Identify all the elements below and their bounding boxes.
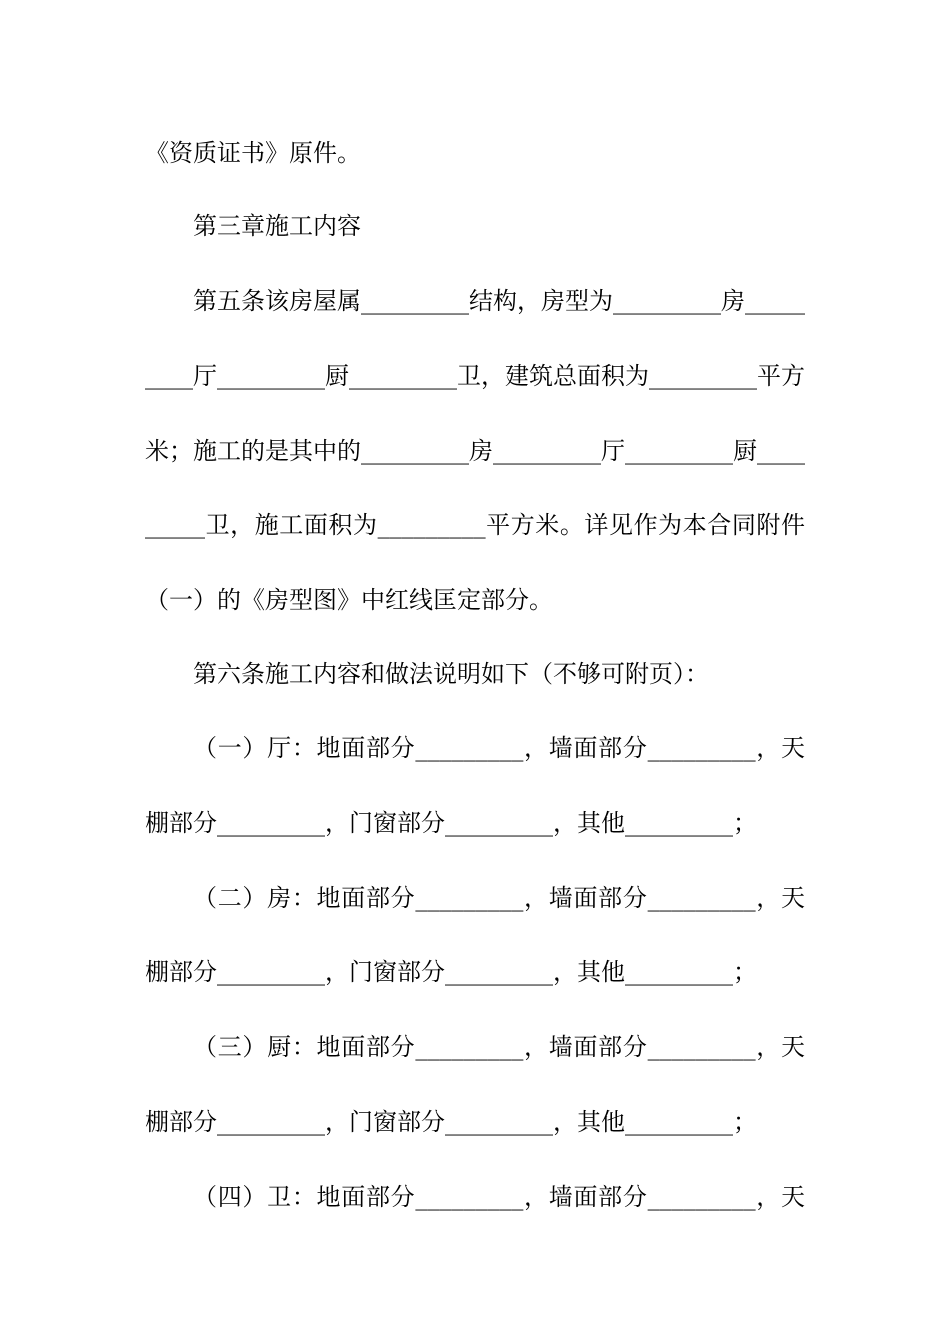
chapter-heading: 第三章施工内容 — [193, 212, 361, 240]
article-5-line-3: 米；施工的是其中的_________房_________厅_________厨____ — [145, 437, 805, 465]
item-room-line-1: （二）房：地面部分_________，墙面部分_________，天 — [193, 884, 805, 912]
article-5-line-1: 第五条该房屋属_________结构，房型为_________房_____ — [193, 287, 805, 315]
article-5-line-4: _____卫，施工面积为_________平方米。详见作为本合同附件 — [145, 511, 805, 539]
item-bathroom-line-1: （四）卫：地面部分_________，墙面部分_________，天 — [193, 1183, 805, 1211]
item-kitchen-line-1: （三）厨：地面部分_________，墙面部分_________，天 — [193, 1033, 805, 1061]
item-hall-line-1: （一）厅：地面部分_________，墙面部分_________，天 — [193, 734, 805, 762]
article-5-line-2: ____厅_________厨_________卫，建筑总面积为_________平方 — [145, 362, 805, 390]
article-6-heading: 第六条施工内容和做法说明如下（不够可附页）： — [193, 660, 709, 688]
item-room-line-2: 棚部分_________，门窗部分_________，其他_________； — [145, 958, 757, 986]
text-line-1: 《资质证书》原件。 — [145, 139, 361, 167]
item-kitchen-line-2: 棚部分_________，门窗部分_________，其他_________； — [145, 1108, 757, 1136]
item-hall-line-2: 棚部分_________，门窗部分_________，其他_________； — [145, 809, 757, 837]
article-5-line-5: （一）的《房型图》中红线匡定部分。 — [145, 586, 553, 614]
